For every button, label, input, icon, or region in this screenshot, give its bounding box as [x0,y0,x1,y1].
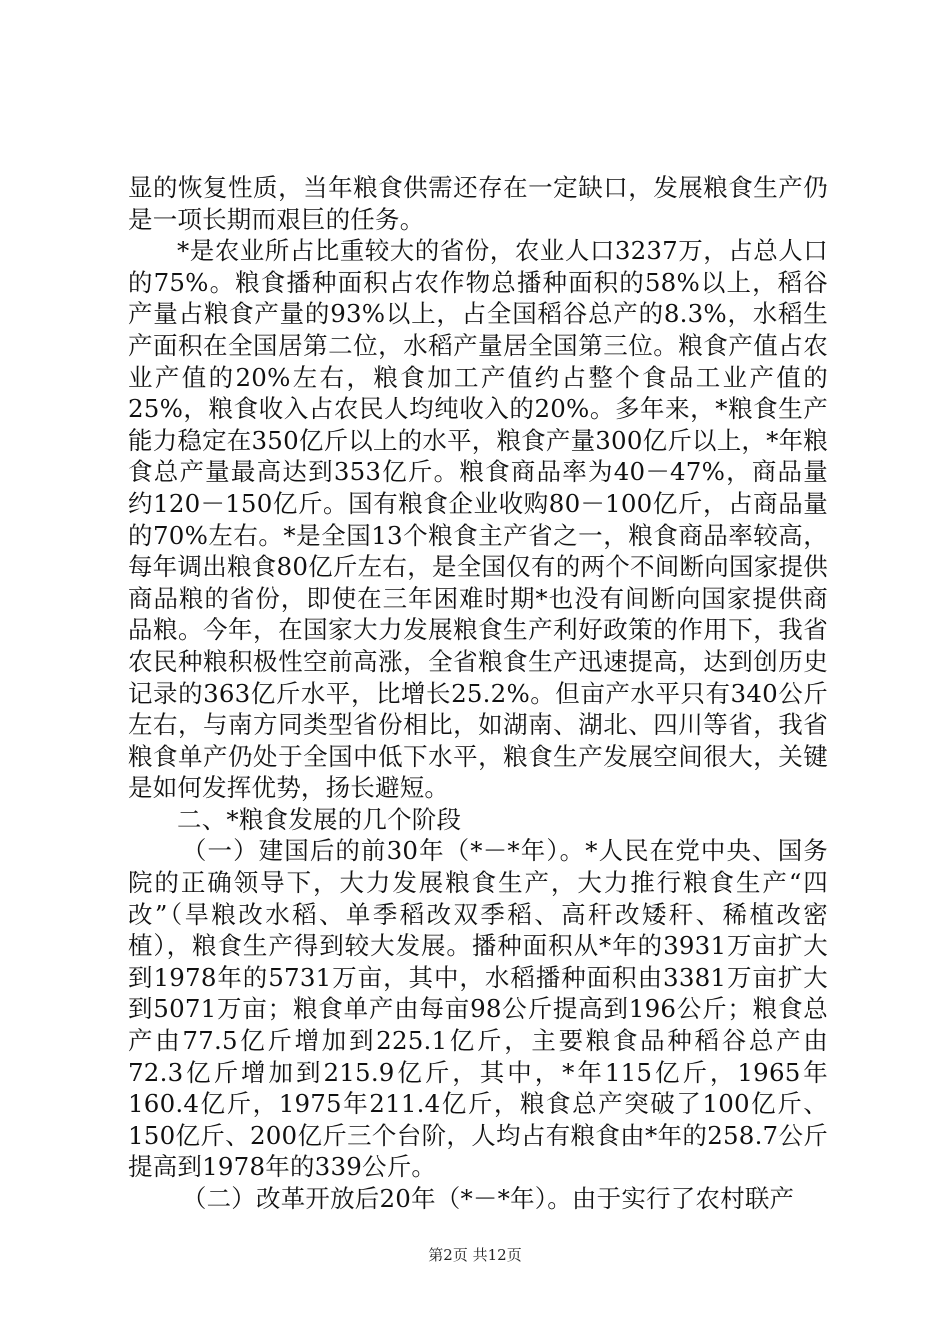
document-body [128,172,828,1215]
paragraph-continuation: 显的恢复性质，当年粮食供需还存在一定缺口，发展粮食生产仍是一项长期而艰巨的任务。 [128,173,828,234]
page-footer: 第2页 共12页 [428,1246,522,1264]
paragraph-stage-one: （一）建国后的前30年（*－*年）。*人民在党中央、国务院的正确领导下，大力发展粮食生产，大力推行粮食生产“四改”（旱粮改水稻、单季稻改双季稻、高秆改矮秆、稀植改密植），粮食生产得到较大发展。播种面积从*年的3931万亩扩大到1978年的5731万亩，其中，水稻播种面积由3381万亩扩大到5071万亩；粮食单产由每亩98公斤提高到196公斤；粮食总产由77.5亿斤增加到225.1亿斤，主要粮食品种稻谷总产由72.3亿斤增加到215.9亿斤，其中，*年115亿斤，1965年160.4亿斤，1975年211.4亿斤，粮食总产突破了100亿斤、150亿斤、200亿斤三个台阶，人均占有粮食由*年的258.7公斤提高到1978年的339公斤。 [128,836,828,1182]
section-heading: 二、*粮食发展的几个阶段 [177,804,462,834]
paragraph-agriculture-overview: *是农业所占比重较大的省份，农业人口3237万，占总人口的75%。粮食播种面积占农作物总播种面积的58%以上，稻谷产量占粮食产量的93%以上，占全国稻谷总产的8.3%，水稻生产面积在全国居第二位，水稻产量居全国第三位。粮食产值占农业产值的20%左右，粮食加工产值约占整个食品工业产值的25%，粮食收入占农民人均纯收入的20%。多年来，*粮食生产能力稳定在350亿斤以上的水平，粮食产量300亿斤以上，*年粮食总产量最高达到353亿斤。粮食商品率为40－47%，商品量约120－150亿斤。国有粮食企业收购80－100亿斤，占商品量的70%左右。*是全国13个粮食主产省之一，粮食商品率较高，每年调出粮食80亿斤左右，是全国仅有的两个不间断向国家提供商品粮的省份，即使在三年困难时期*也没有间断向国家提供商品粮。今年，在国家大力发展粮食生产利好政策的作用下，我省农民种粮积极性空前高涨，全省粮食生产迅速提高，达到创历史记录的363亿斤水平，比增长25.2%。但亩产水平只有340公斤左右，与南方同类型省份相比，如湖南、湖北、四川等省，我省粮食单产仍处于全国中低下水平，粮食生产发展空间很大，关键是如何发挥优势，扬长避短。 [128,236,828,803]
paragraph-stage-two: （二）改革开放后20年（*－*年）。由于实行了农村联产 [181,1184,795,1213]
